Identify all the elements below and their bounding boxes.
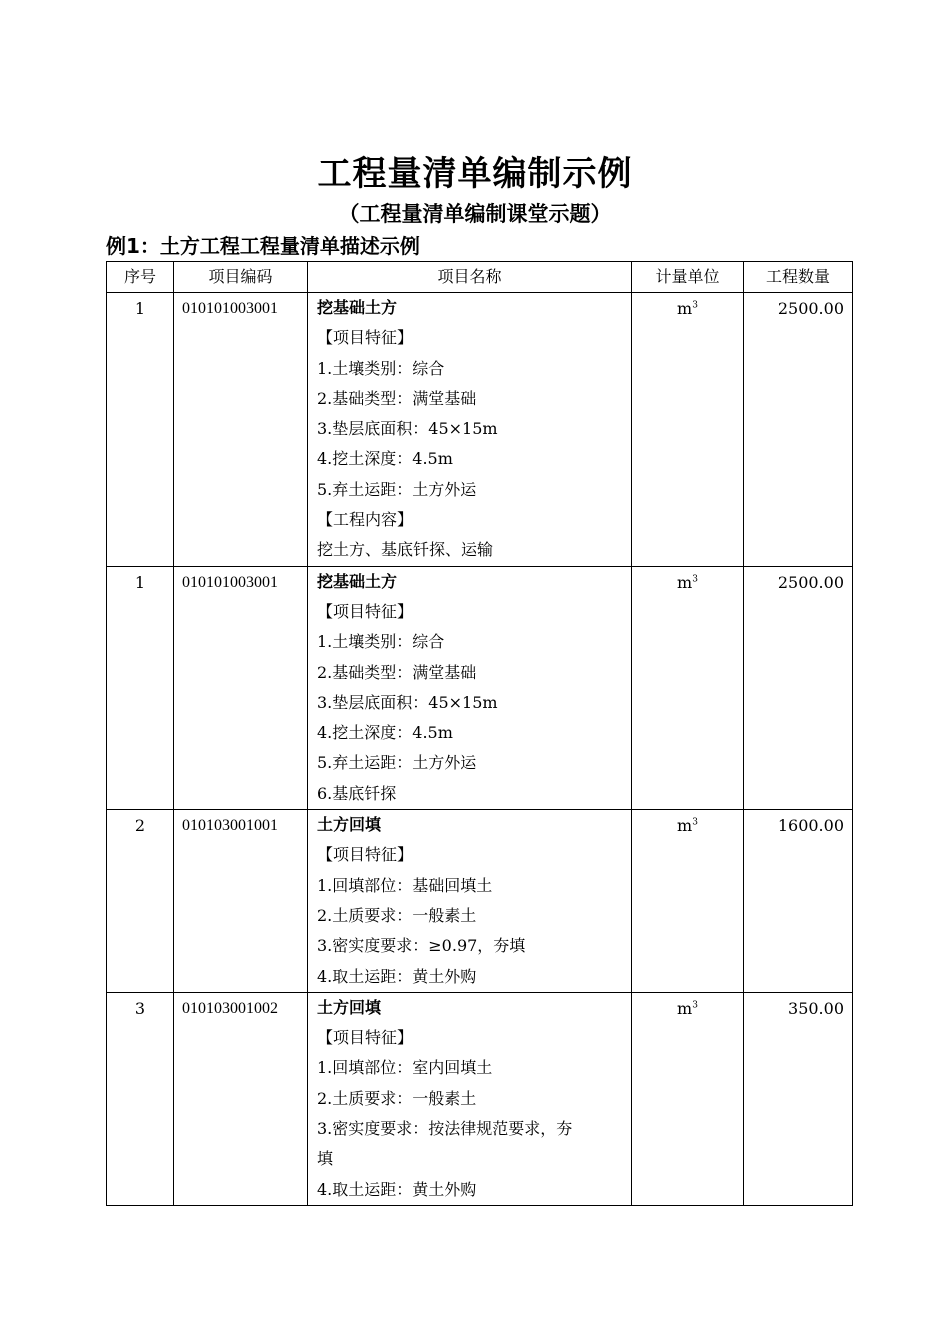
row-description — [308, 566, 632, 809]
description-line: 1.回填部位：室内回填土 — [317, 1058, 493, 1078]
table-header-row — [107, 262, 853, 293]
row-quantity: 350.00 — [744, 992, 853, 1205]
row-unit — [632, 293, 744, 567]
header-code: 项目编码 — [174, 262, 308, 293]
description-line: 【项目特征】 — [317, 328, 414, 348]
description-line: 3.垫层底面积：45×15m — [317, 419, 498, 439]
description-line: 4.取土运距：黄土外购 — [317, 1179, 477, 1199]
description-line: 4.取土运距：黄土外购 — [317, 966, 477, 986]
header-qty: 工程数量 — [744, 262, 853, 293]
bill-of-quantities-table — [106, 261, 853, 1206]
description-line: 挖土方、基底钎探、运输 — [317, 540, 494, 560]
description-line: 5.弃土运距：土方外运 — [317, 753, 477, 773]
row-code: 010103001002 — [174, 992, 308, 1205]
row-quantity: 2500.00 — [744, 566, 853, 809]
description-line: 1.土壤类别：综合 — [317, 632, 445, 652]
row-description — [308, 992, 632, 1205]
description-line: 2.基础类型：满堂基础 — [317, 662, 477, 682]
description-line: 1.回填部位：基础回填土 — [317, 875, 493, 895]
item-name: 土方回填 — [317, 997, 382, 1017]
description-line: 【项目特征】 — [317, 601, 414, 621]
item-name: 土方回填 — [317, 815, 382, 835]
row-seq: 3 — [107, 992, 174, 1205]
row-quantity: 1600.00 — [744, 810, 853, 993]
table-row — [107, 810, 853, 993]
header-seq: 序号 — [107, 262, 174, 293]
unit-text: m — [677, 816, 693, 836]
table-row — [107, 992, 853, 1205]
item-name: 挖基础土方 — [317, 298, 398, 317]
header-unit: 计量单位 — [632, 262, 744, 293]
unit-text: m — [677, 998, 693, 1018]
description-line: 3.密实度要求：按法律规范要求，夯 — [317, 1119, 573, 1139]
page-subtitle: （工程量清单编制课堂示题） — [338, 202, 612, 226]
description-line: 2.土质要求：一般素土 — [317, 1088, 477, 1108]
row-unit — [632, 992, 744, 1205]
description-line: 2.土质要求：一般素土 — [317, 905, 477, 925]
row-unit — [632, 566, 744, 809]
unit-exponent: 3 — [692, 574, 698, 585]
row-description — [308, 810, 632, 993]
row-code: 010103001001 — [174, 810, 308, 993]
table-row — [107, 566, 853, 809]
unit-exponent: 3 — [692, 817, 698, 828]
row-seq: 2 — [107, 810, 174, 993]
description-line: 5.弃土运距：土方外运 — [317, 479, 477, 499]
row-seq: 1 — [107, 293, 174, 567]
description-line: 3.密实度要求：≥0.97，夯填 — [317, 936, 526, 956]
description-line: 1.土壤类别：综合 — [317, 358, 445, 378]
unit-exponent: 3 — [692, 300, 698, 311]
row-unit — [632, 810, 744, 993]
page-title: 工程量清单编制示例 — [317, 154, 633, 194]
description-line: 【项目特征】 — [317, 845, 414, 865]
row-description — [308, 293, 632, 567]
header-name: 项目名称 — [308, 262, 632, 293]
example-heading: 例1：土方工程工程量清单描述示例 — [106, 234, 420, 258]
description-line: 4.挖土深度：4.5m — [317, 449, 453, 469]
description-line: 2.基础类型：满堂基础 — [317, 388, 477, 408]
table-row — [107, 293, 853, 567]
description-line: 【工程内容】 — [317, 510, 414, 530]
description-line: 4.挖土深度：4.5m — [317, 723, 453, 743]
unit-text: m — [677, 299, 693, 318]
row-quantity: 2500.00 — [744, 293, 853, 567]
row-seq: 1 — [107, 566, 174, 809]
description-line: 填 — [317, 1149, 334, 1169]
row-code: 010101003001 — [174, 566, 308, 809]
item-name: 挖基础土方 — [317, 571, 398, 591]
row-code: 010101003001 — [174, 293, 308, 567]
description-line: 【项目特征】 — [317, 1028, 414, 1048]
description-line: 6.基底钎探 — [317, 783, 397, 803]
unit-exponent: 3 — [692, 1000, 698, 1011]
unit-text: m — [677, 572, 693, 592]
description-line: 3.垫层底面积：45×15m — [317, 692, 498, 712]
